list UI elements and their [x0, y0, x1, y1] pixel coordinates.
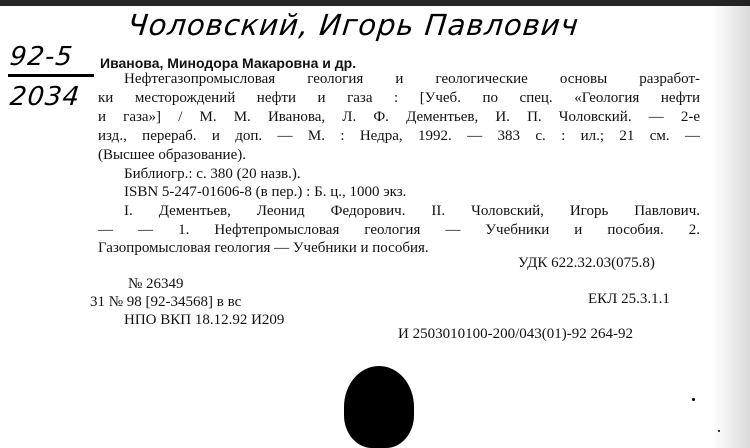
card-authors: Иванова, Минодора Макаровна и др.	[100, 55, 357, 71]
handwritten-underline	[8, 74, 94, 77]
punched-hole	[344, 366, 414, 448]
udk-code: УДК 622.32.03(075.8)	[518, 255, 655, 271]
description-line-3: и газа»] / М. М. Иванова, Л. Ф. Дементьев, И. П. Чоловский. — 2-е	[98, 109, 700, 125]
speck	[718, 430, 720, 432]
description-line-5: (Высшее образование).	[98, 147, 246, 163]
subject-line-3: Газопромысловая геология — Учебники и пособия.	[98, 240, 429, 256]
speck	[692, 398, 695, 401]
description-line-4: изд., перераб. и доп. — М. : Недра, 1992. — 383 с. : ил.; 21 см. —	[98, 128, 700, 144]
bibliography: Библиогр.: с. 380 (20 назв.).	[124, 166, 301, 182]
card-edge-shadow	[712, 0, 750, 448]
order-line: 31 № 98 [92-34568] в вс	[90, 294, 242, 310]
subject-line-2: — — 1. Нефтепромысловая геология — Учебники и пособия. 2.	[98, 222, 700, 238]
top-edge	[0, 0, 750, 6]
index-code: И 2503010100-200/043(01)-92 264-92	[398, 326, 633, 342]
description-line-2: ки месторождений нефти и газа : [Учеб. по спец. «Геология нефти	[98, 90, 700, 106]
ekl-code: ЕКЛ 25.3.1.1	[588, 291, 670, 307]
description-line-1: Нефтегазопромысловая геология и геологические основы разработ-	[124, 71, 700, 87]
handwritten-author: Чоловский, Игорь Павлович	[126, 8, 581, 42]
handwritten-code-bottom: 2034	[8, 82, 82, 112]
subject-line-1: I. Дементьев, Леонид Федорович. II. Чоловский, Игорь Павлович.	[124, 203, 700, 219]
card-number: № 26349	[128, 276, 184, 292]
handwritten-code-top: 92-5	[8, 42, 75, 72]
isbn: ISBN 5-247-01606-8 (в пер.) : Б. ц., 1000 экз.	[124, 184, 407, 200]
npo-line: НПО ВКП 18.12.92 И209	[124, 312, 285, 328]
